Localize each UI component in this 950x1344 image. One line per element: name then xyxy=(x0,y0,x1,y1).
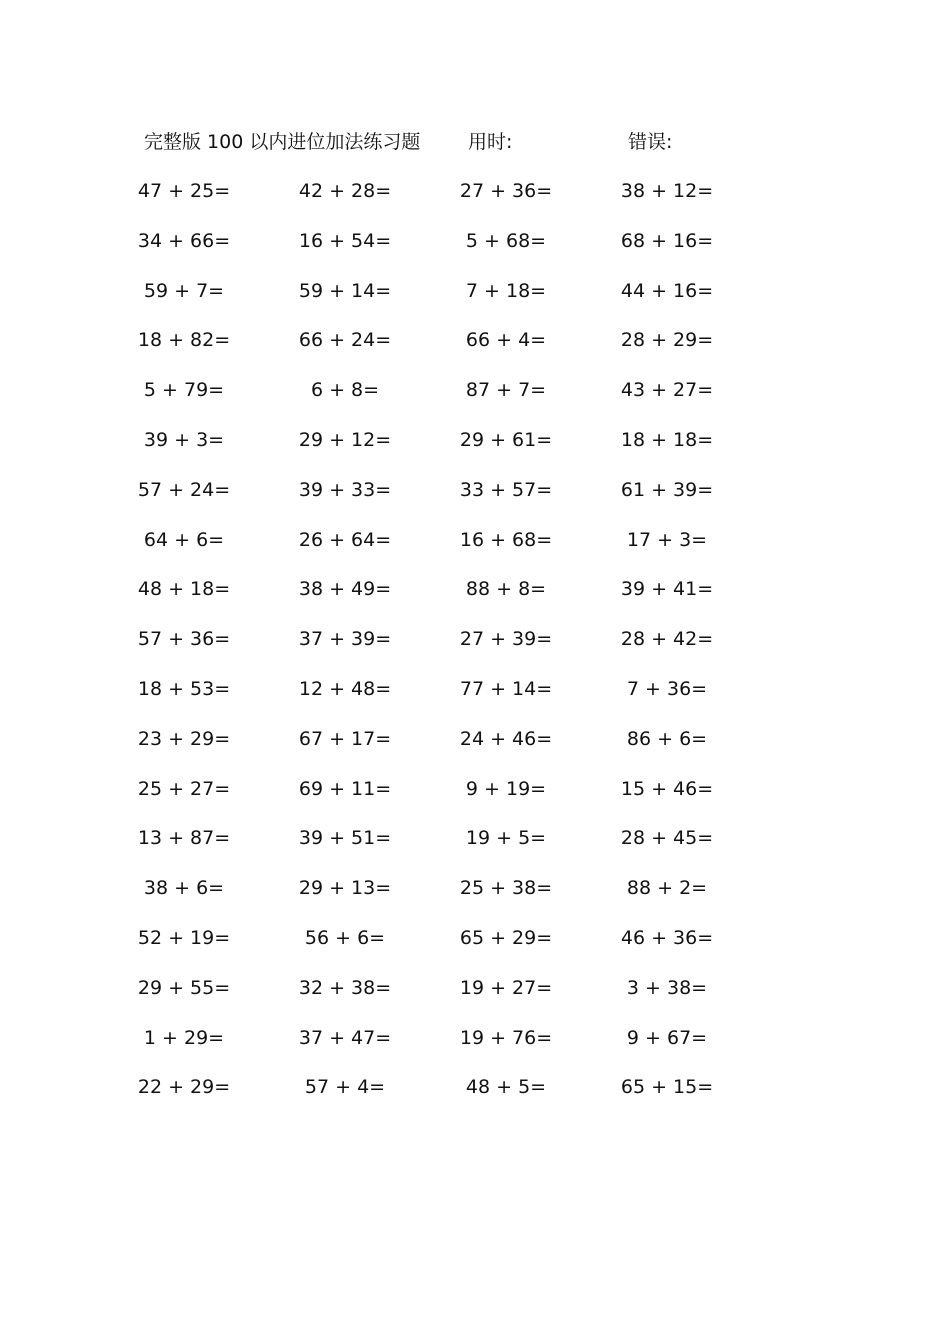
problem-row xyxy=(0,873,950,923)
addition-problem: 33 + 57= xyxy=(459,478,553,501)
addition-problem: 1 + 29= xyxy=(143,1026,225,1049)
addition-problem: 59 + 14= xyxy=(298,279,392,302)
addition-problem: 66 + 24= xyxy=(298,329,392,352)
addition-problem: 38 + 12= xyxy=(620,180,714,202)
addition-problem: 25 + 27= xyxy=(137,777,231,800)
problem-row xyxy=(0,525,950,575)
problem-row xyxy=(0,375,950,425)
addition-problem: 16 + 54= xyxy=(298,229,392,252)
addition-problem: 19 + 76= xyxy=(459,1026,553,1049)
addition-problem: 57 + 36= xyxy=(137,628,231,651)
addition-problem: 28 + 45= xyxy=(620,827,714,850)
problem-row xyxy=(0,276,950,326)
addition-problem: 25 + 38= xyxy=(459,877,553,900)
problem-row xyxy=(0,624,950,674)
addition-problem: 28 + 29= xyxy=(620,329,714,352)
addition-problem: 39 + 33= xyxy=(298,478,392,501)
addition-problem: 7 + 18= xyxy=(465,279,547,302)
addition-problem: 29 + 61= xyxy=(459,428,553,451)
addition-problem: 87 + 7= xyxy=(465,379,547,402)
addition-problem: 6 + 8= xyxy=(310,379,380,402)
addition-problem: 37 + 39= xyxy=(298,628,392,651)
addition-problem: 59 + 7= xyxy=(143,279,225,302)
addition-problem: 16 + 68= xyxy=(459,528,553,551)
addition-problem: 86 + 6= xyxy=(626,727,708,750)
addition-problem: 17 + 3= xyxy=(626,528,708,551)
addition-problem: 29 + 12= xyxy=(298,428,392,451)
addition-problem: 9 + 19= xyxy=(465,777,547,800)
addition-problem: 57 + 24= xyxy=(137,478,231,501)
addition-problem: 32 + 38= xyxy=(298,976,392,999)
addition-problem: 29 + 13= xyxy=(298,877,392,900)
problem-row xyxy=(0,973,950,1023)
problem-row xyxy=(0,325,950,375)
addition-problem: 67 + 17= xyxy=(298,727,392,750)
addition-problem: 77 + 14= xyxy=(459,677,553,700)
addition-problem: 13 + 87= xyxy=(137,827,231,850)
addition-problem: 88 + 2= xyxy=(626,877,708,900)
addition-problem: 44 + 16= xyxy=(620,279,714,302)
addition-problem: 47 + 25= xyxy=(137,180,231,202)
addition-problem: 27 + 36= xyxy=(459,180,553,202)
addition-problem: 28 + 42= xyxy=(620,628,714,651)
addition-problem: 23 + 29= xyxy=(137,727,231,750)
addition-problem: 37 + 47= xyxy=(298,1026,392,1049)
addition-problem: 69 + 11= xyxy=(298,777,392,800)
addition-problem: 3 + 38= xyxy=(626,976,708,999)
problem-row xyxy=(0,1023,950,1073)
addition-problem: 46 + 36= xyxy=(620,926,714,949)
addition-problem: 18 + 53= xyxy=(137,677,231,700)
addition-problem: 18 + 18= xyxy=(620,428,714,451)
addition-problem: 19 + 27= xyxy=(459,976,553,999)
addition-problem: 43 + 27= xyxy=(620,379,714,402)
addition-problem: 38 + 49= xyxy=(298,578,392,601)
problem-row xyxy=(0,674,950,724)
errors-label: 错误: xyxy=(628,131,673,153)
problem-row xyxy=(0,475,950,525)
addition-problem: 66 + 4= xyxy=(465,329,547,352)
addition-problem: 56 + 6= xyxy=(304,926,386,949)
addition-problem: 5 + 79= xyxy=(143,379,225,402)
addition-problem: 38 + 6= xyxy=(143,877,225,900)
worksheet-header xyxy=(0,128,950,156)
addition-problem: 64 + 6= xyxy=(143,528,225,551)
problem-row xyxy=(0,774,950,824)
problem-grid xyxy=(0,176,950,1122)
addition-problem: 88 + 8= xyxy=(465,578,547,601)
addition-problem: 52 + 19= xyxy=(137,926,231,949)
addition-problem: 39 + 41= xyxy=(620,578,714,601)
addition-problem: 29 + 55= xyxy=(137,976,231,999)
problem-row xyxy=(0,923,950,973)
addition-problem: 9 + 67= xyxy=(626,1026,708,1049)
addition-problem: 26 + 64= xyxy=(298,528,392,551)
problem-row xyxy=(0,574,950,624)
addition-problem: 42 + 28= xyxy=(298,180,392,202)
addition-problem: 5 + 68= xyxy=(465,229,547,252)
addition-problem: 27 + 39= xyxy=(459,628,553,651)
addition-problem: 34 + 66= xyxy=(137,229,231,252)
addition-problem: 19 + 5= xyxy=(465,827,547,850)
addition-problem: 22 + 29= xyxy=(137,1076,231,1099)
addition-problem: 65 + 15= xyxy=(620,1076,714,1099)
problem-row xyxy=(0,425,950,475)
addition-problem: 57 + 4= xyxy=(304,1076,386,1099)
time-label: 用时: xyxy=(468,131,513,153)
addition-problem: 48 + 18= xyxy=(137,578,231,601)
addition-problem: 18 + 82= xyxy=(137,329,231,352)
addition-problem: 48 + 5= xyxy=(465,1076,547,1099)
problem-row xyxy=(0,176,950,226)
addition-problem: 15 + 46= xyxy=(620,777,714,800)
addition-problem: 39 + 51= xyxy=(298,827,392,850)
problem-row xyxy=(0,1072,950,1122)
addition-problem: 24 + 46= xyxy=(459,727,553,750)
problem-row xyxy=(0,823,950,873)
addition-problem: 39 + 3= xyxy=(143,428,225,451)
problem-row xyxy=(0,226,950,276)
worksheet-title: 完整版 100 以内进位加法练习题 xyxy=(144,131,421,153)
addition-problem: 65 + 29= xyxy=(459,926,553,949)
addition-problem: 61 + 39= xyxy=(620,478,714,501)
addition-problem: 7 + 36= xyxy=(626,677,708,700)
addition-problem: 68 + 16= xyxy=(620,229,714,252)
problem-row xyxy=(0,724,950,774)
addition-problem: 12 + 48= xyxy=(298,677,392,700)
